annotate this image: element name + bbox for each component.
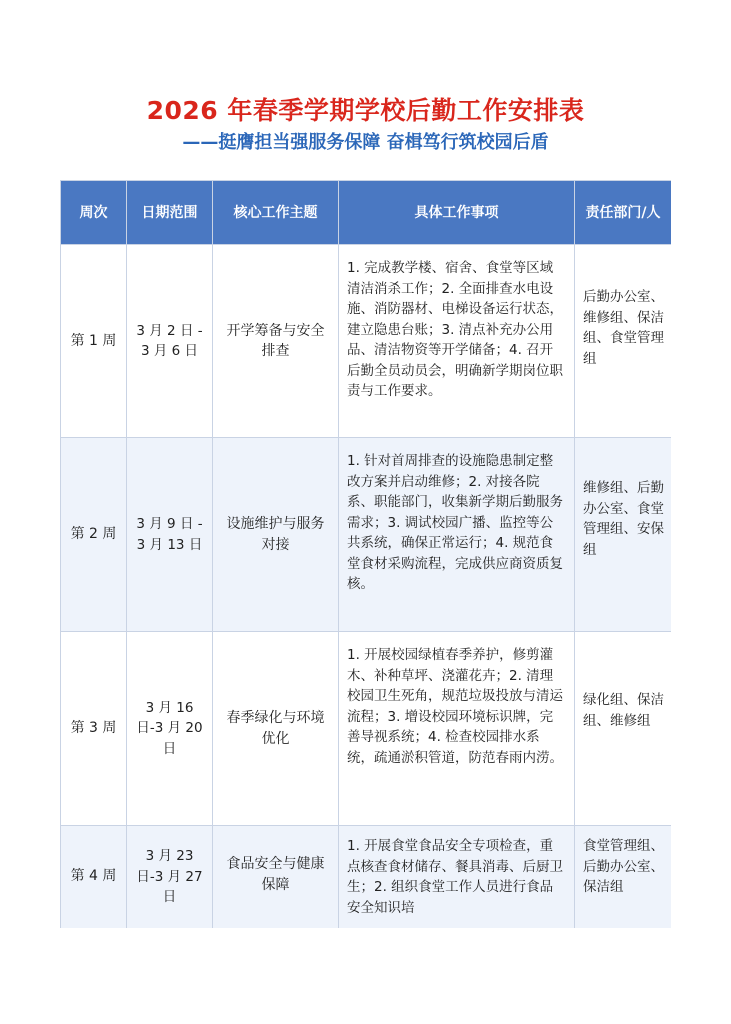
cell-topic: 春季绿化与环境优化 xyxy=(213,632,339,826)
table-row xyxy=(61,826,672,929)
cell-week: 第 1 周 xyxy=(61,245,127,438)
cell-topic: 开学筹备与安全排查 xyxy=(213,245,339,438)
header-dept: 责任部门/人 xyxy=(575,181,672,245)
page-subtitle: ——挺膺担当强服务保障 奋楫笃行筑校园后盾 xyxy=(182,132,549,153)
cell-date: 3 月 16 日-3 月 20 日 xyxy=(127,632,213,826)
cell-week: 第 2 周 xyxy=(61,438,127,632)
cell-detail: 1. 开展校园绿植春季养护，修剪灌木、补种草坪、浇灌花卉；2. 清理校园卫生死角，规范垃圾投放与清运流程；3. 增设校园环境标识牌，完善导视系统；4. 检查校园排水系统，疏通淤积管道，防范春雨内涝。 xyxy=(339,632,575,826)
cell-topic: 食品安全与健康保障 xyxy=(213,826,339,929)
cell-dept: 食堂管理组、后勤办公室、保洁组 xyxy=(575,826,672,929)
header-detail: 具体工作事项 xyxy=(339,181,575,245)
cell-date: 3 月 23 日-3 月 27 日 xyxy=(127,826,213,929)
cell-dept: 绿化组、保洁组、维修组 xyxy=(575,632,672,826)
table-row xyxy=(61,245,672,438)
cell-detail: 1. 开展食堂食品安全专项检查，重点核查食材储存、餐具消毒、后厨卫生；2. 组织食堂工作人员进行食品安全知识培 xyxy=(339,826,575,929)
cell-date: 3 月 9 日 -3 月 13 日 xyxy=(127,438,213,632)
cell-week: 第 4 周 xyxy=(61,826,127,929)
table-header-row xyxy=(61,181,672,245)
schedule-table xyxy=(60,180,671,928)
header-topic: 核心工作主题 xyxy=(213,181,339,245)
table-row xyxy=(61,438,672,632)
cell-week: 第 3 周 xyxy=(61,632,127,826)
table-row xyxy=(61,632,672,826)
cell-date: 3 月 2 日 -3 月 6 日 xyxy=(127,245,213,438)
schedule-table-container xyxy=(60,180,671,928)
cell-dept: 维修组、后勤办公室、食堂管理组、安保组 xyxy=(575,438,672,632)
header-date: 日期范围 xyxy=(127,181,213,245)
cell-topic: 设施维护与服务对接 xyxy=(213,438,339,632)
page-title: 2026 年春季学期学校后勤工作安排表 xyxy=(146,96,585,125)
cell-detail: 1. 针对首周排查的设施隐患制定整改方案并启动维修；2. 对接各院系、职能部门，收集新学期后勤服务需求；3. 调试校园广播、监控等公共系统，确保正常运行；4. 规范食堂食材采购流程，完成供应商资质复核。 xyxy=(339,438,575,632)
header-week: 周次 xyxy=(61,181,127,245)
cell-dept: 后勤办公室、维修组、保洁组、食堂管理组 xyxy=(575,245,672,438)
cell-detail: 1. 完成教学楼、宿舍、食堂等区域清洁消杀工作；2. 全面排查水电设施、消防器材、电梯设备运行状态，建立隐患台账；3. 清点补充办公用品、清洁物资等开学储备；4. 召开后勤全员动员会，明确新学期岗位职责与工作要求。 xyxy=(339,245,575,438)
